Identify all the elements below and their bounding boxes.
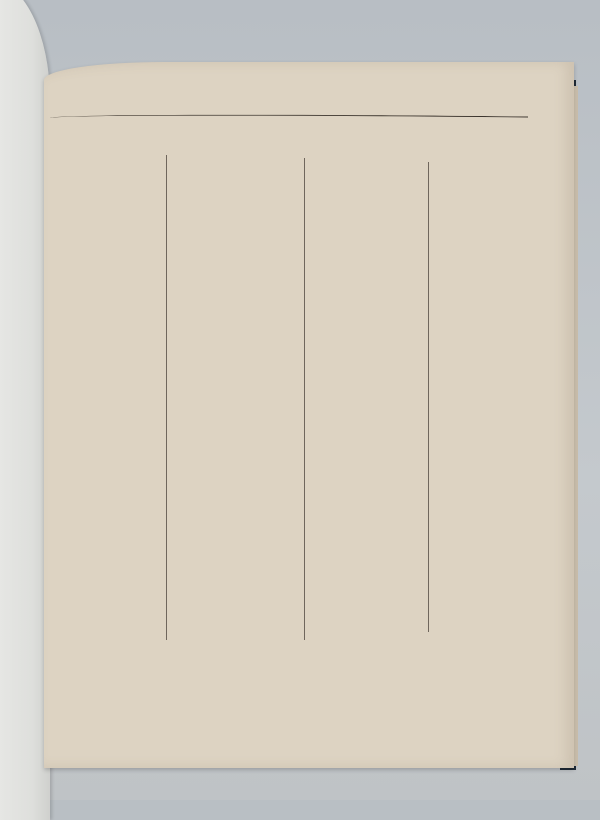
- column-divider: [304, 158, 305, 640]
- running-head: [100, 94, 148, 107]
- column-head-mt: [73, 150, 77, 163]
- book-page: [44, 62, 574, 768]
- column-divider: [428, 162, 429, 632]
- column-head-jn: [454, 152, 458, 165]
- left-page-edge: [0, 0, 50, 820]
- pericope-title: [175, 130, 181, 144]
- column-divider: [166, 155, 167, 640]
- column-head-mc: [200, 146, 204, 159]
- column-head-lc: [338, 150, 342, 163]
